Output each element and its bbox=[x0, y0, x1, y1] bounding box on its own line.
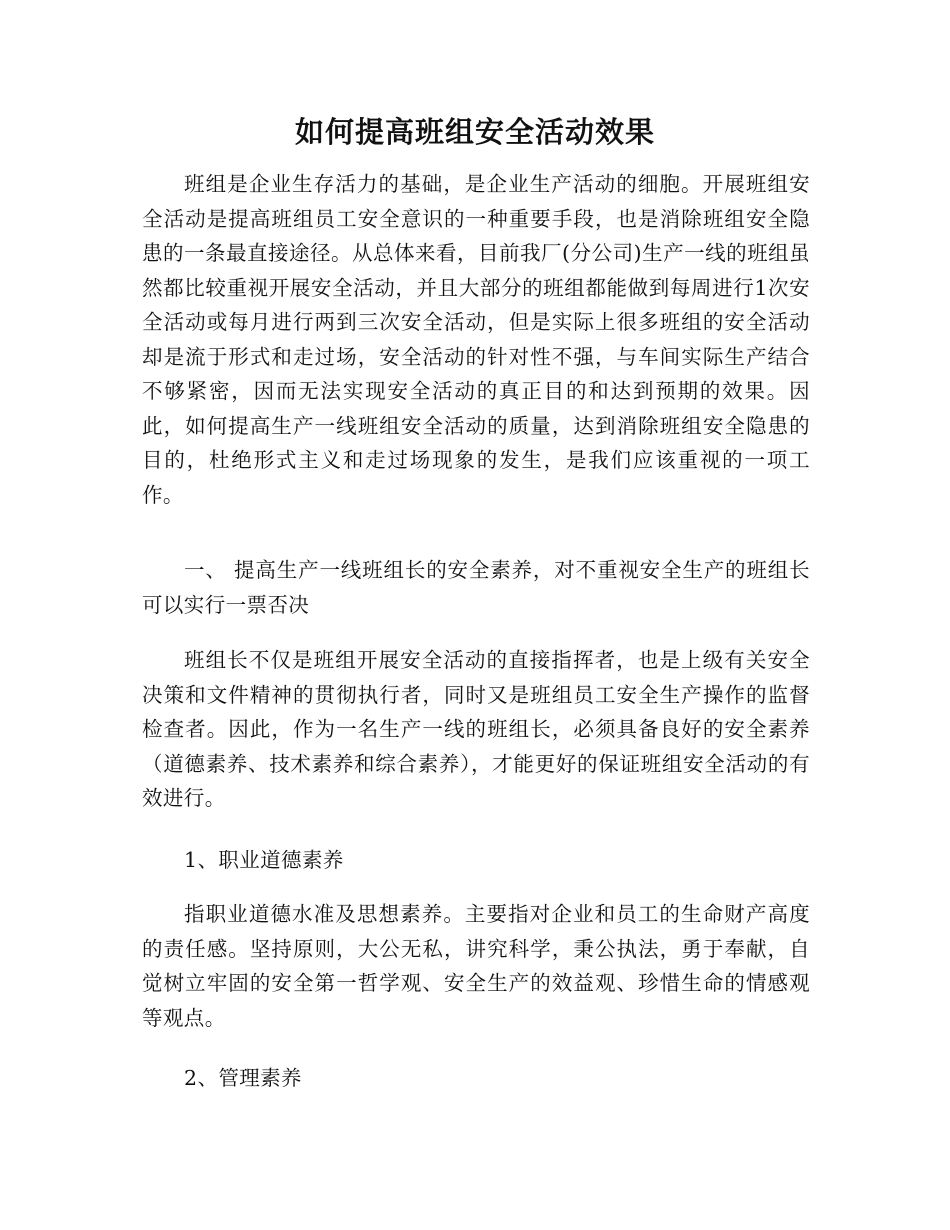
section-heading-one: 一、 提高生产一线班组长的安全素养，对不重视安全生产的班组长可以实行一票否决 bbox=[142, 558, 810, 617]
paragraph-team-leader: 班组长不仅是班组开展安全活动的直接指挥者，也是上级有关安全决策和文件精神的贯彻执行者，同时又是班组员工安全生产操作的监督检查者。因此，作为一名生产一线的班组长，必须具备良好的安全素养（道德素养、技术素养和综合素养），才能更好的保证班组安全活动的有效进行。 bbox=[142, 648, 810, 810]
subheading-professional-ethics: 1、职业道德素养 bbox=[184, 848, 344, 872]
document-title: 如何提高班组安全活动效果 bbox=[294, 115, 655, 149]
subheading-management: 2、管理素养 bbox=[184, 1066, 302, 1090]
paragraph-intro: 班组是企业生存活力的基础，是企业生产活动的细胞。开展班组安全活动是提高班组员工安全意识的一种重要手段，也是消除班组安全隐患的一条最直接途径。从总体来看，目前我厂(分公司)生产一线的班组虽然都比较重视开展安全活动，并且大部分的班组都能做到每周进行1次安全活动或每月进行两到三次安全活动，但是实际上很多班组的安全活动却是流于形式和走过场，安全活动的针对性不强，与车间实际生产结合不够紧密，因而无法实现安全活动的真正目的和达到预期的效果。因此，如何提高生产一线班组安全活动的质量，达到消除班组安全隐患的目的，杜绝形式主义和走过场现象的发生，是我们应该重视的一项工作。 bbox=[142, 172, 810, 507]
paragraph-professional-ethics: 指职业道德水准及思想素养。主要指对企业和员工的生命财产高度的责任感。坚持原则，大公无私，讲究科学，秉公执法，勇于奉献，自觉树立牢固的安全第一哲学观、安全生产的效益观、珍惜生命的情感观等观点。 bbox=[142, 902, 810, 1030]
